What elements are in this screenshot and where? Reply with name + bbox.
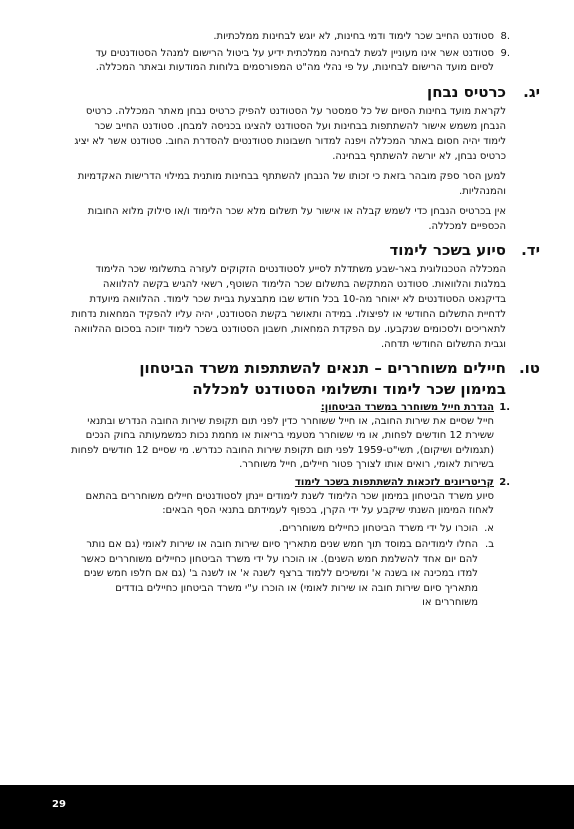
subsection-heading xyxy=(70,476,510,490)
section-title-line-1: חיילים משוחררים – תנאים להשתתפות משרד הביטחון xyxy=(139,358,506,377)
subsection-title: קריטריונים לזכאות להשתתפות בשכר לימוד xyxy=(294,476,494,488)
section-title: סיוע בשכר לימוד xyxy=(389,240,506,259)
section-number: יג. xyxy=(523,82,540,101)
list-item xyxy=(70,30,510,45)
section-number: טו. xyxy=(518,358,540,377)
paragraph: למען הסר ספק מובהר בזאת כי זכותו של הנבחן להשתתף בבחינות מותנית במילוי הדרישות האקדמיות והמנהליות. xyxy=(77,170,506,197)
section-title: כרטיס נבחן xyxy=(427,82,506,101)
subsection-title: הגדרת חייל משוחרר במשרד הביטחון: xyxy=(320,401,494,413)
subsection-body: סיוע משרד הביטחון במימון שכר הלימוד לשנת לימודים יינתן לסטודנטים חיילים משוחררים בהתאם לאחוז המימון השנתי שיקבע על ידי הקרן, בכפוף לעמידתם בתנאי הסף הבאים: xyxy=(85,490,494,516)
page-footer xyxy=(0,785,574,829)
subsection-heading xyxy=(70,401,510,415)
section-heading xyxy=(70,82,540,102)
lettered-item xyxy=(70,538,510,611)
lettered-item xyxy=(70,522,510,537)
subsection-number: .1 xyxy=(499,401,510,413)
subsection-body: חייל שסיים את שירות החובה, או חייל ששוחרר כדין לפני תום תקופת שירות החובה הנדרש ובתנאי ששירת 12 חודשים לפחות, או מי ששוחרר מטעמי בריאות או מחמת נכות כמשמעותה בחוק הנכים (תגמולים ושיקום), תשי"ט-1959 לפני תום תקופת שירות החובה כנדרש. מי שסיים 12 חודשים לפחות בשירות לאומי, רואים אותו לצורך פטור חיילים, חייל משוחרר. xyxy=(71,415,494,470)
section-number: יד. xyxy=(521,240,540,259)
section-heading xyxy=(70,240,540,260)
item-text: החלו לימודיהם במוסד תוך חמש שנים מתאריך סיום שירות חובה או שירות לאומי (גם אם נותר להם יום אחד להשלמת חמש השנים). או הוכרו על ידי משרד הביטחון כחיילים משוחררים כאשר למדו במכינה או בשנה א' ומשיכים ללמוד ברצף לשנה א' או לשנה ב' (גם אם חלפו חמש שנים מתאריך סיום שירות חובה או שירות לאומי) או הוכרו ע"י משרד הביטחון כחיילים בודדים משוחררים או xyxy=(80,539,478,608)
paragraph: לקראת מועד בחינות הסיום של כל סמסטר על הסטודנט להפיק כרטיס נבחן מאתר המכללה. כרטיס הנבחן משמש אישור להשתתפות בבחינות ועל הסטודנט להציגו בכניסה למבחן. סטודנט החייב שכר לימוד יהיה חסום באתר המכללה ויפנה למדור חשבונות סטודנטים להסדרת החוב. סטודנט אשר לא יציג כרטיס נבחן, לא יורשה להשתתף בבחינה. xyxy=(74,105,506,162)
list-item xyxy=(70,47,510,76)
section-body xyxy=(70,104,510,234)
item-letter: ב. xyxy=(485,539,494,550)
item-text: הוכרו על ידי משרד הביטחון כחיילים משוחררים. xyxy=(278,522,478,534)
section-heading-continued xyxy=(70,380,510,399)
list-item-text: סטודנט אשר אינו מעוניין לגשת לבחינה ממלכתית ידיע על ביטול הרישום למנהל הסטודנטים עד לסיום מועד הרישום לבחינות, על פי נהלי מה"ט המפורסמים בלוחות המודעות ובאתר המכללה. xyxy=(95,47,494,73)
subsection-number: .2 xyxy=(499,476,510,488)
item-letter: א. xyxy=(484,522,494,534)
section-title-line-2: במימון שכר לימוד ותשלומי הסטודנט למכללה xyxy=(192,379,506,398)
paragraph: המכללה הטכנולוגית באר-שבע משתדלת לסייע לסטודנטים הזקוקים לעזרה בתשלומי שכר הלימוד במלגות והלוואות. סטודנט המתקשה בתשלום שכר הלימוד השוטף, רשאי להגיש בקשה להלוואה בדיקנאט הסטודנטים לא יאוחר מה-10 בכל חודש שבו מתבצעת גביית שכר לימוד. ההלוואה מיועדת לדחיית התשלום החודשי או לפיצולו. במידה ותאושר בקשת הסטודנט, יהיה עליו להפקיד המחאות נדחות לתאריכים ולסכומים שנקבעו. עם הפקדת המחאות, חשבון הסטודנט בשכר לימוד יזוכה בסכום ההלוואה וגבית התשלום החודשי תדחה. xyxy=(71,263,506,350)
section-body xyxy=(70,262,510,352)
section-heading xyxy=(70,358,540,378)
list-item-number: .9 xyxy=(500,47,510,59)
document-content xyxy=(70,30,540,613)
list-item-number: .8 xyxy=(500,31,510,42)
paragraph: אין בכרטיס הנבחן כדי לשמש קבלה או אישור על תשלום מלא שכר הלימוד ו/או סילוק מלוא החובות הכספיים למכללה. xyxy=(87,205,506,232)
page-number: 29 xyxy=(52,799,66,810)
list-item-text: סטודנט החייב שכר לימוד ודמי בחינות, לא יוגש לבחינות ממלכתיות. xyxy=(213,31,494,42)
